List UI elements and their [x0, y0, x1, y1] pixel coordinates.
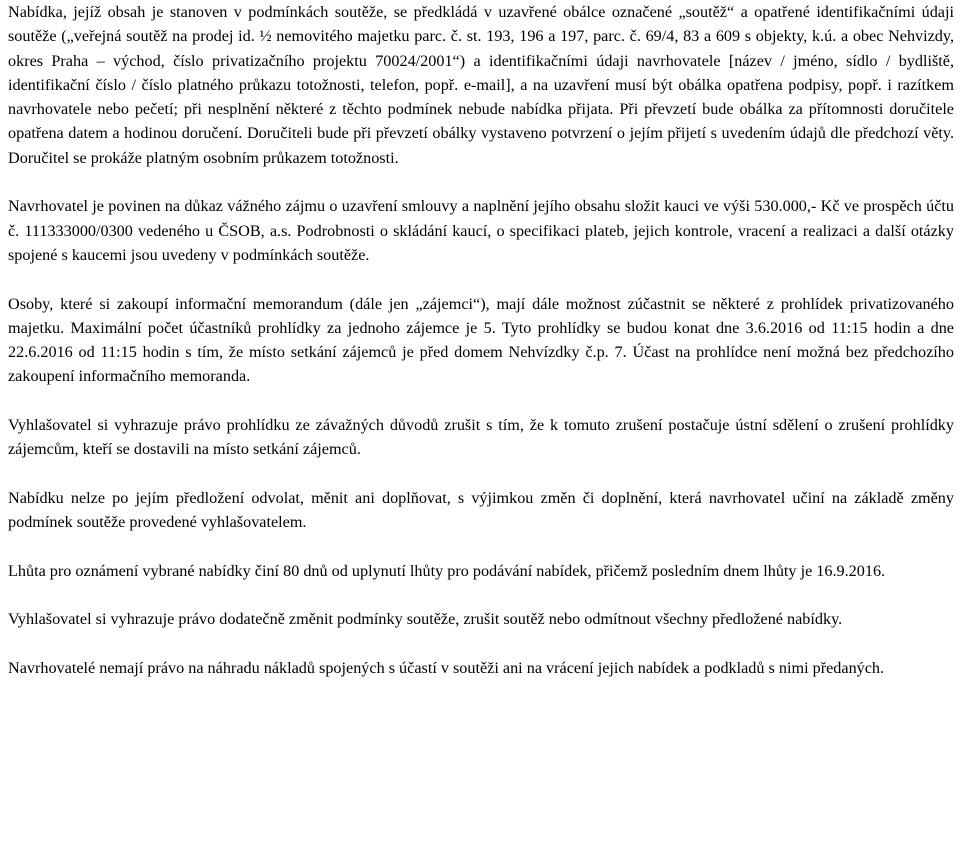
- paragraph-rights-reserved: Vyhlašovatel si vyhrazuje právo dodatečně změnit podmínky soutěže, zrušit soutěž nebo odmítnout všechny předložené nabídky.: [8, 610, 843, 629]
- paragraph-no-compensation: Navrhovatelé nemají právo na náhradu nákladů spojených s účastí v soutěži ani na vrácení jejich nabídek a podkladů s nimi předaných.: [8, 659, 885, 678]
- paragraph-deposit: Navrhovatel je povinen na důkaz vážného zájmu o uzavření smlouvy a naplnění jejího obsahu složit kauci ve výši 530.000,- Kč ve prospěch účtu č. 111333000/0300 vedeného u ČSOB, a.s. Podrobnosti o skládání kaucí, o specifikaci plateb, jejich kontrole, vracení a realizaci a další otázky spojené s kaucemi jsou uvedeny v podmínkách soutěže.: [8, 197, 954, 264]
- document-page: [8, 0, 954, 680]
- paragraph-offer-submission: Nabídka, jejíž obsah je stanoven v podmínkách soutěže, se předkládá v uzavřené obálce označené „soutěž“ a opatřené identifikačními údaji soutěže („veřejná soutěž na prodej id. ½ nemovitého majetku parc. č. st. 193, 196 a 197, parc. č. 69/4, 83 a 609 s objekty, k.ú. a obec Nehvizdy, okres Praha – východ, číslo privatizačního projektu 70024/2001“) a identifikačními údaji navrhovatele [název / jméno, sídlo / bydliště, identifikační číslo / číslo platného průkazu totožnosti, telefon, popř. e-mail], a na uzavření musí být obálka opatřena podpisy, popř. i razítkem navrhovatele nebo pečetí; při nesplnění některé z těchto podmínek nebude nabídka přijata. Při převzetí bude obálka za přítomnosti doručitele opatřena datem a hodinou doručení. Doručiteli bude při převzetí obálky vystaveno potvrzení o jejím přijetí s uvedením údajů dle předchozí věty. Doručitel se prokáže platným osobním průkazem totožnosti.: [8, 3, 954, 167]
- paragraph-selection-deadline: Lhůta pro oznámení vybrané nabídky činí 80 dnů od uplynutí lhůty pro podávání nabídek, přičemž posledním dnem lhůty je 16.9.2016.: [8, 561, 886, 580]
- paragraph-property-inspection: Osoby, které si zakoupí informační memorandum (dále jen „zájemci“), mají dále možnost zúčastnit se některé z prohlídek privatizovaného majetku. Maximální počet účastníků prohlídky za jednoho zájemce je 5. Tyto prohlídky se budou konat dne 3.6.2016 od 11:15 hodin a dne 22.6.2016 od 11:15 hodin s tím, že místo setkání zájemců je před domem Nehvízdky č.p. 7. Účast na prohlídce není možná bez předchozího zakoupení informačního memoranda.: [8, 294, 954, 386]
- paragraph-inspection-cancellation: Vyhlašovatel si vyhrazuje právo prohlídku ze závažných důvodů zrušit s tím, že k tomuto zrušení postačuje ústní sdělení o zrušení prohlídky zájemcům, kteří se dostavili na místo setkání zájemců.: [8, 416, 954, 459]
- paragraph-offer-changes: Nabídku nelze po jejím předložení odvolat, měnit ani doplňovat, s výjimkou změn či doplnění, která navrhovatel učiní na základě změny podmínek soutěže provedené vyhlašovatelem.: [8, 488, 954, 532]
